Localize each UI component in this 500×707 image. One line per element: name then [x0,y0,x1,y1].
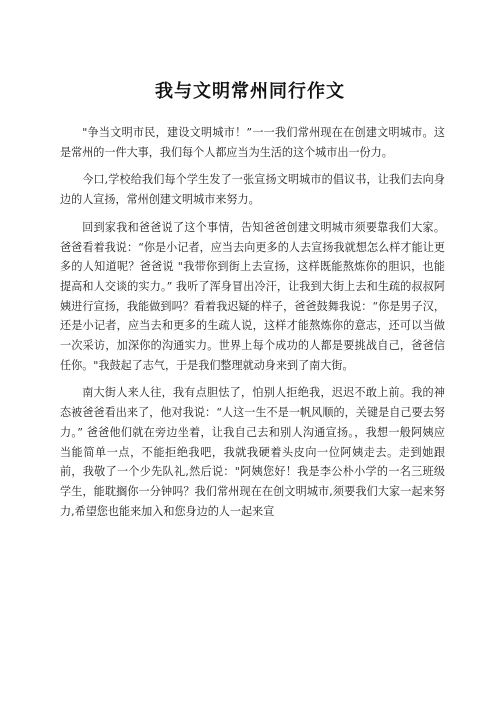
paragraph: 回到家我和爸爸说了这个事情，告知爸爸创建文明城市须要靠我们大家。爸爸看着我说：“你是小记者，应当去向更多的人去宣扬我就想怎么样才能让更多的人知道呢？爸爸说 "我带你到街上去宣扬，这样既能熬炼你的胆识，也能提高和人交谈的实力。” 我听了浑身冒出冷汗，让我到大街上去和生疏的叔叔阿姨进行宣扬，我能做到吗？看着我迟疑的样子，爸爸鼓舞我说：“你是男子汉，还是小记者，应当去和更多的生疏人说，这样才能熬炼你的意志，还可以当做一次采访，加深你的沟通实力。世界上每个成功的人都是要挑战自己，爸爸信任你。"我鼓起了志气，于是我们整理就动身来到了南大街。 [60,220,445,372]
document-body [60,123,445,529]
paragraph: "争当文明市民，建设文明城市！”一一我们常州现在在创建文明城市。这是常州的一件大事，我们每个人都应当为生活的这个城市出一份力。 [60,126,445,159]
document-title: 我与文明常州同行作文 [155,81,345,102]
paragraph: 今口,学校给我们每个学生发了一张宣扬文明城市的倡议书，让我们去向身边的人宣扬，常州创建文明城市来努力。 [60,173,445,207]
paragraph: 南大街人来人往，我有点胆怯了，怕别人拒绝我，迟迟不敢上前。我的神态被爸爸看出来了，他对我说：“人这一生不是一帆风顺的，关键是自己要去努力。” 爸爸他们就在旁边坐着，让我自己去和别人沟通宣扬。，我想一般阿姨应当能简单一点，不能拒绝我吧，我就我硬着头皮向一位阿姨走去。走到她跟前，我敬了一个少先队礼,然后说："阿姨您好！我是李公朴小学的一名三班级学生，能耽搁你一分钟吗？我们常州现在在创文明城市,须要我们大家一起来努力,希望您也能来加入和您身边的人一起来宣 [60,386,445,518]
